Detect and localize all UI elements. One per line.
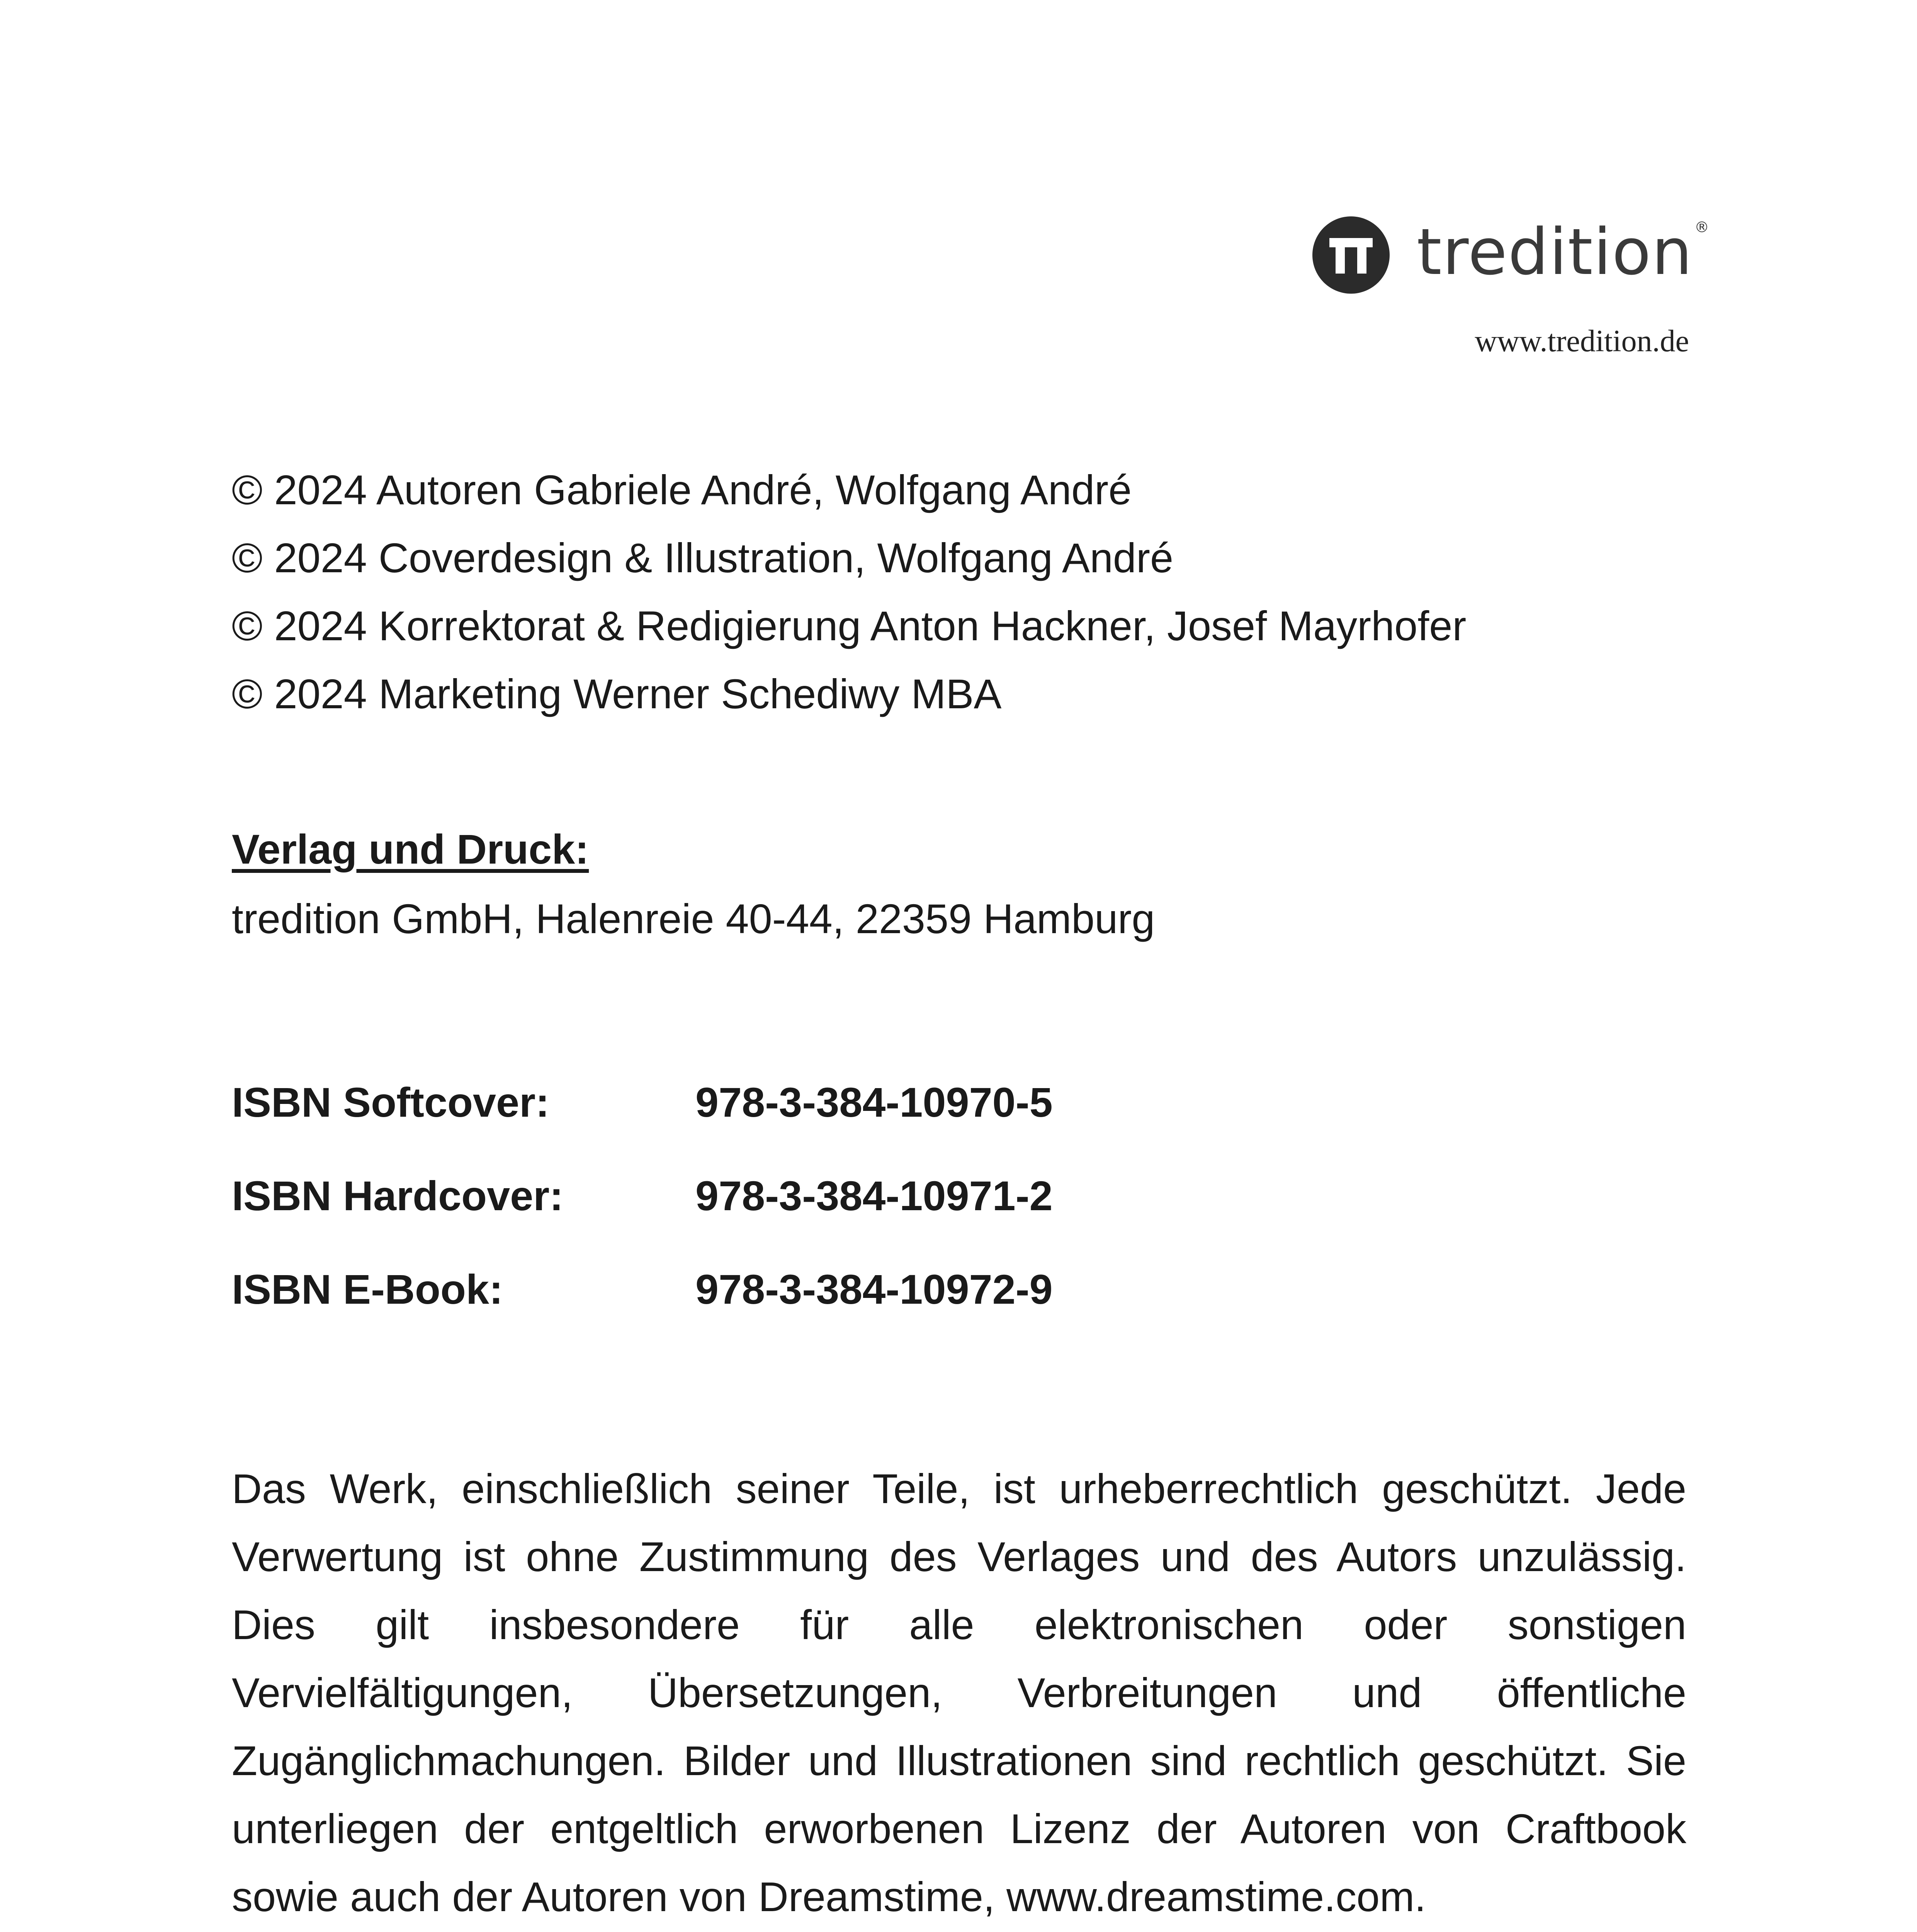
isbn-value: 978-3-384-10970-5	[695, 1079, 1053, 1126]
copyright-line: © 2024 Coverdesign & Illustration, Wolfgang André	[232, 534, 1174, 581]
copyright-line: © 2024 Marketing Werner Schediwy MBA	[232, 670, 1002, 717]
tredition-logo-icon	[1312, 216, 1390, 294]
copyright-line: © 2024 Korrektorat & Redigierung Anton Hackner, Josef Mayrhofer	[232, 602, 1467, 649]
isbn-label: ISBN E-Book:	[232, 1266, 503, 1313]
isbn-value: 978-3-384-10971-2	[695, 1172, 1053, 1219]
publisher-logo	[1312, 214, 1709, 294]
isbn-row	[232, 1265, 1053, 1359]
publisher-heading: Verlag und Druck:	[232, 826, 589, 872]
copyright-line: © 2024 Autoren Gabriele André, Wolfgang André	[232, 466, 1132, 513]
isbn-row	[232, 1078, 1053, 1172]
isbn-list	[232, 1078, 1053, 1359]
logo-wordmark: tredition	[1416, 214, 1693, 289]
publisher-address: tredition GmbH, Halenreie 40-44, 22359 Hamburg	[232, 895, 1155, 942]
isbn-label: ISBN Softcover:	[232, 1079, 550, 1126]
isbn-label: ISBN Hardcover:	[232, 1172, 564, 1219]
isbn-row	[232, 1172, 1053, 1265]
publisher-url: www.tredition.de	[1475, 324, 1689, 358]
isbn-value: 978-3-384-10972-9	[695, 1266, 1053, 1313]
registered-mark: ®	[1694, 219, 1709, 236]
copyright-block	[232, 456, 1466, 728]
rights-paragraph: Das Werk, einschließlich seiner Teile, ist urheberrechtlich geschützt. Jede Verwertung ist ohne Zustimmung des Verlages und des Autors unzulässig. Dies gilt insbesondere für alle elektronischen oder sonstigen Vervielfältigungen, Übersetzungen, Verbreitungen und öffentliche Zugänglichmachungen. Bilder und Illustrationen sind rechtlich geschützt. Sie unterliegen der entgeltlich erworbenen Lizenz der Autoren von Craftbook sowie auch der Autoren von Dreamstime, www.dreamstime.com.	[232, 1465, 1686, 1920]
